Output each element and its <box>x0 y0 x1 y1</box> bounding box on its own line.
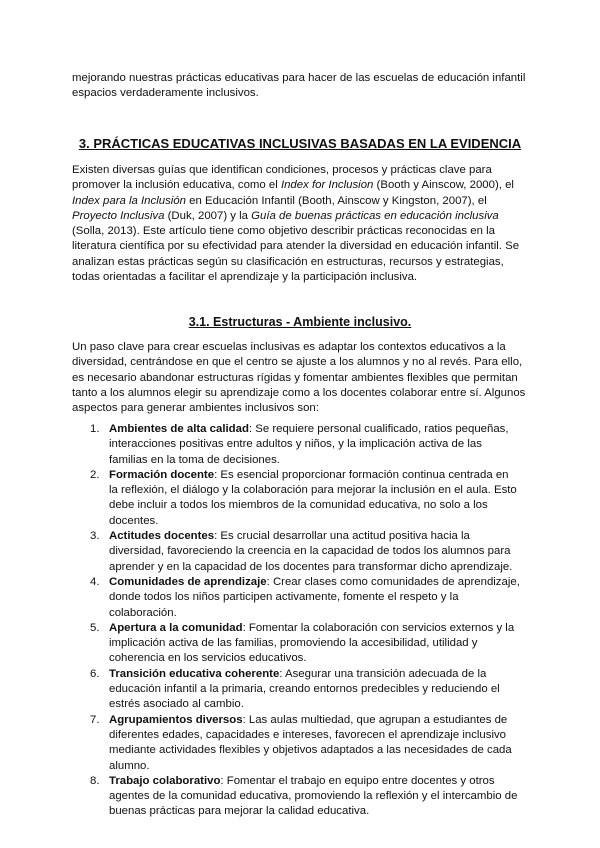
paragraph-text: en Educación Infantil (Booth, Ainscow y Kingston, 2007), el <box>185 194 487 207</box>
list-text: : Es crucial desarrollar una actitud positiva hacia la diversidad, favoreciendo la creencia en la capacidad de todos los alumnos para aprender y en la capacidad de los docentes para transformar dicho aprendizaje. <box>109 530 513 573</box>
list-term: Actitudes docentes <box>109 530 215 543</box>
citation-title: Guía de buenas prácticas en educación inclusiva <box>251 209 499 222</box>
list-number: 2. <box>90 468 100 481</box>
list-number: 4. <box>90 575 100 588</box>
list-text: : Fomentar la colaboración con servicios externos y la implicación activa de las familias, promoviendo la accesibilidad, utilidad y coherencia en los servicios educativos. <box>109 621 515 665</box>
list-item <box>90 422 520 468</box>
list-text: : Crear clases como comunidades de aprendizaje, donde todos los niños participen activamente, fomente el respeto y la colaboración. <box>109 575 520 619</box>
citation-title: Index para la Inclusión <box>72 194 186 207</box>
list-item <box>90 713 520 774</box>
list-text: : Fomentar el trabajo en equipo entre docentes y otros agentes de la comunidad educativa, promoviendo la reflexión y el intercambio de buenas prácticas para mejorar la calidad educativa. <box>109 774 518 818</box>
list-text: : Es esencial proporcionar formación continua centrada en la reflexión, el diálogo y la colaboración para mejorar la inclusión en el aula. Esto debe incluir a todos los miembros de la comunidad educativa, no solo a los docentes. <box>109 468 517 527</box>
list-item <box>90 529 520 575</box>
intro-paragraph: mejorando nuestras prácticas educativas para hacer de las escuelas de educación infantil espacios verdaderamente inclusivos. <box>72 72 526 100</box>
list-text: : Asegurar una transición adecuada de la educación infantil a la primaria, creando entornos predecibles y reduciendo el estrés asociado al cambio. <box>109 667 500 711</box>
list-number: 1. <box>90 423 100 435</box>
subsection-heading: 3.1. Estructuras - Ambiente inclusivo. <box>188 315 412 329</box>
section-paragraph <box>72 163 528 285</box>
citation-title: Proyecto Inclusiva <box>72 209 165 222</box>
paragraph-text: (Solla, 2013). Este artículo tiene como objetivo describir prácticas reconocidas en la literatura científica por su efectividad para atender la diversidad en educación infantil. Se analizan estas prácticas según su clasificación en estructuras, recursos y estrategias, todas orientadas a facilitar el aprendizaje y la participación inclusiva. <box>72 225 520 284</box>
list-term: Agrupamientos diversos <box>109 713 243 726</box>
list-term: Trabajo colaborativo <box>109 774 221 787</box>
list-term: Ambientes de alta calidad <box>109 423 249 435</box>
list-number: 5. <box>90 621 100 634</box>
subsection-paragraph: Un paso clave para crear escuelas inclusivas es adaptar los contextos educativos a la diversidad, centrándose en que el centro se ajuste a los alumnos y no al revés. Para ello, es necesario abandonar estructuras rígidas y fomentar ambientes flexibles que permitan tanto a los alumnos elegir su aprendizaje como a los docentes colaborar entre sí. Algunos aspectos para generar ambientes inclusivos son: <box>72 341 526 415</box>
list-term: Apertura a la comunidad <box>109 621 243 634</box>
list-text: : Se requiere personal cualificado, ratios pequeñas, interacciones positivas entre adultos y niños, y la implicación activa de las familias en la toma de decisiones. <box>109 423 509 466</box>
list-item <box>90 468 520 529</box>
list-term: Formación docente <box>109 468 215 481</box>
inclusive-aspects-list <box>90 422 520 820</box>
list-term: Transición educativa coherente <box>109 667 280 680</box>
paragraph-text: Existen diversas guías que identifican condiciones, procesos y prácticas clave para promover la inclusión educativa, como el <box>72 164 492 192</box>
list-item <box>90 575 520 621</box>
section-heading: 3. PRÁCTICAS EDUCATIVAS INCLUSIVAS BASADAS EN LA EVIDENCIA <box>78 136 522 151</box>
list-number: 8. <box>90 774 100 787</box>
paragraph-text: (Booth y Ainscow, 2000), el <box>373 179 514 192</box>
list-number: 7. <box>90 713 100 726</box>
list-item <box>90 621 520 667</box>
list-item <box>90 667 520 713</box>
list-text: : Las aulas multiedad, que agrupan a estudiantes de diferentes edades, capacidades e intereses, favorecen el aprendizaje inclusivo mediante actividades flexibles y objetivos adaptados a las necesidades de cada alumno. <box>109 713 512 772</box>
citation-title: Index for Inclusion <box>280 179 374 192</box>
list-term: Comunidades de aprendizaje <box>109 575 267 588</box>
list-item <box>90 774 520 820</box>
list-number: 6. <box>90 667 100 680</box>
list-number: 3. <box>90 530 100 543</box>
paragraph-text: (Duk, 2007) y la <box>164 209 252 222</box>
